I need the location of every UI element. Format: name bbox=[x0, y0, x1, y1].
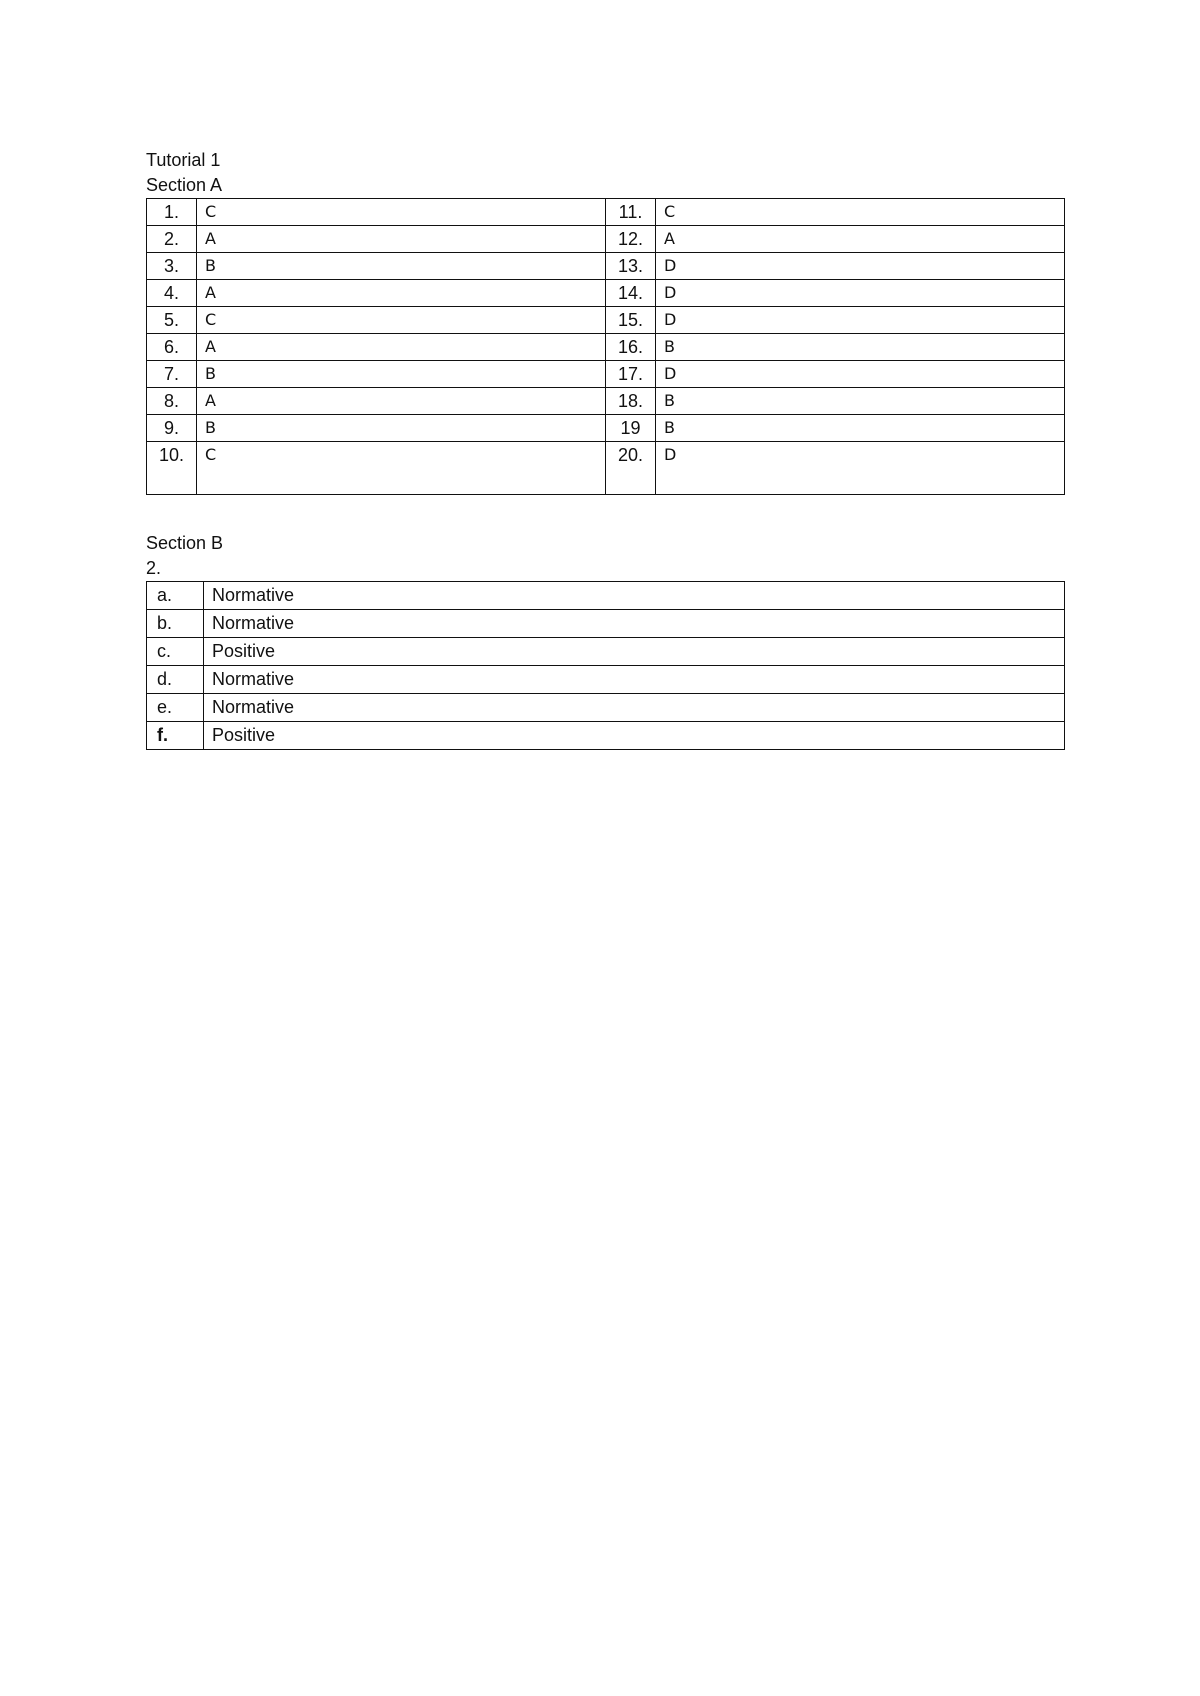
question-number: 10. bbox=[147, 442, 197, 495]
table-row bbox=[147, 610, 1065, 638]
question-number: 2. bbox=[147, 226, 197, 253]
table-row bbox=[147, 307, 1065, 334]
question-number: 15. bbox=[606, 307, 656, 334]
document-page bbox=[146, 148, 1064, 750]
question-number: 20. bbox=[606, 442, 656, 495]
table-row bbox=[147, 361, 1065, 388]
table-row bbox=[147, 442, 1065, 495]
answer-cell: D bbox=[656, 442, 1065, 495]
question-number: 16. bbox=[606, 334, 656, 361]
question-number: 4. bbox=[147, 280, 197, 307]
answer-cell: Normative bbox=[204, 694, 1065, 722]
answer-cell: B bbox=[197, 415, 606, 442]
answer-cell: C bbox=[197, 307, 606, 334]
section-b-question-number: 2. bbox=[146, 558, 162, 578]
spacer bbox=[146, 495, 1064, 531]
item-letter: a. bbox=[147, 582, 204, 610]
answer-cell: A bbox=[197, 226, 606, 253]
item-letter: d. bbox=[147, 666, 204, 694]
question-number: 8. bbox=[147, 388, 197, 415]
item-letter: c. bbox=[147, 638, 204, 666]
answer-cell: D bbox=[656, 307, 1065, 334]
answer-cell: A bbox=[197, 334, 606, 361]
question-number: 6. bbox=[147, 334, 197, 361]
answer-cell: Normative bbox=[204, 582, 1065, 610]
table-row bbox=[147, 334, 1065, 361]
answer-cell: D bbox=[656, 253, 1065, 280]
document-title: Tutorial 1 bbox=[146, 150, 221, 170]
question-number: 3. bbox=[147, 253, 197, 280]
table-row bbox=[147, 280, 1065, 307]
answer-cell: B bbox=[197, 253, 606, 280]
table-row bbox=[147, 199, 1065, 226]
table-row bbox=[147, 722, 1065, 750]
answer-cell: A bbox=[197, 388, 606, 415]
table-row bbox=[147, 415, 1065, 442]
question-number: 13. bbox=[606, 253, 656, 280]
table-row bbox=[147, 253, 1065, 280]
answer-cell: C bbox=[656, 199, 1065, 226]
question-number: 18. bbox=[606, 388, 656, 415]
answer-cell: A bbox=[197, 280, 606, 307]
item-letter: f. bbox=[147, 722, 204, 750]
answer-cell: D bbox=[656, 280, 1065, 307]
answer-cell: Normative bbox=[204, 666, 1065, 694]
question-number: 7. bbox=[147, 361, 197, 388]
answer-cell: Normative bbox=[204, 610, 1065, 638]
table-row bbox=[147, 694, 1065, 722]
question-number: 5. bbox=[147, 307, 197, 334]
table-row bbox=[147, 388, 1065, 415]
item-letter: e. bbox=[147, 694, 204, 722]
answer-cell: B bbox=[197, 361, 606, 388]
answer-cell: Positive bbox=[204, 638, 1065, 666]
question-number: 14. bbox=[606, 280, 656, 307]
answer-cell: A bbox=[656, 226, 1065, 253]
table-row bbox=[147, 582, 1065, 610]
question-number: 17. bbox=[606, 361, 656, 388]
question-number: 1. bbox=[147, 199, 197, 226]
table-row bbox=[147, 226, 1065, 253]
section-a-answer-table bbox=[146, 198, 1065, 495]
answer-cell: B bbox=[656, 388, 1065, 415]
answer-cell: B bbox=[656, 415, 1065, 442]
question-number: 9. bbox=[147, 415, 197, 442]
table-row bbox=[147, 666, 1065, 694]
section-b-answer-table bbox=[146, 581, 1065, 750]
question-number: 11. bbox=[606, 199, 656, 226]
answer-cell: Positive bbox=[204, 722, 1065, 750]
question-number: 12. bbox=[606, 226, 656, 253]
answer-cell: D bbox=[656, 361, 1065, 388]
section-b-heading: Section B bbox=[146, 533, 224, 553]
answer-cell: B bbox=[656, 334, 1065, 361]
table-row bbox=[147, 638, 1065, 666]
question-number: 19 bbox=[606, 415, 656, 442]
section-a-heading: Section A bbox=[146, 175, 223, 195]
answer-cell: C bbox=[197, 199, 606, 226]
answer-cell: C bbox=[197, 442, 606, 495]
item-letter: b. bbox=[147, 610, 204, 638]
